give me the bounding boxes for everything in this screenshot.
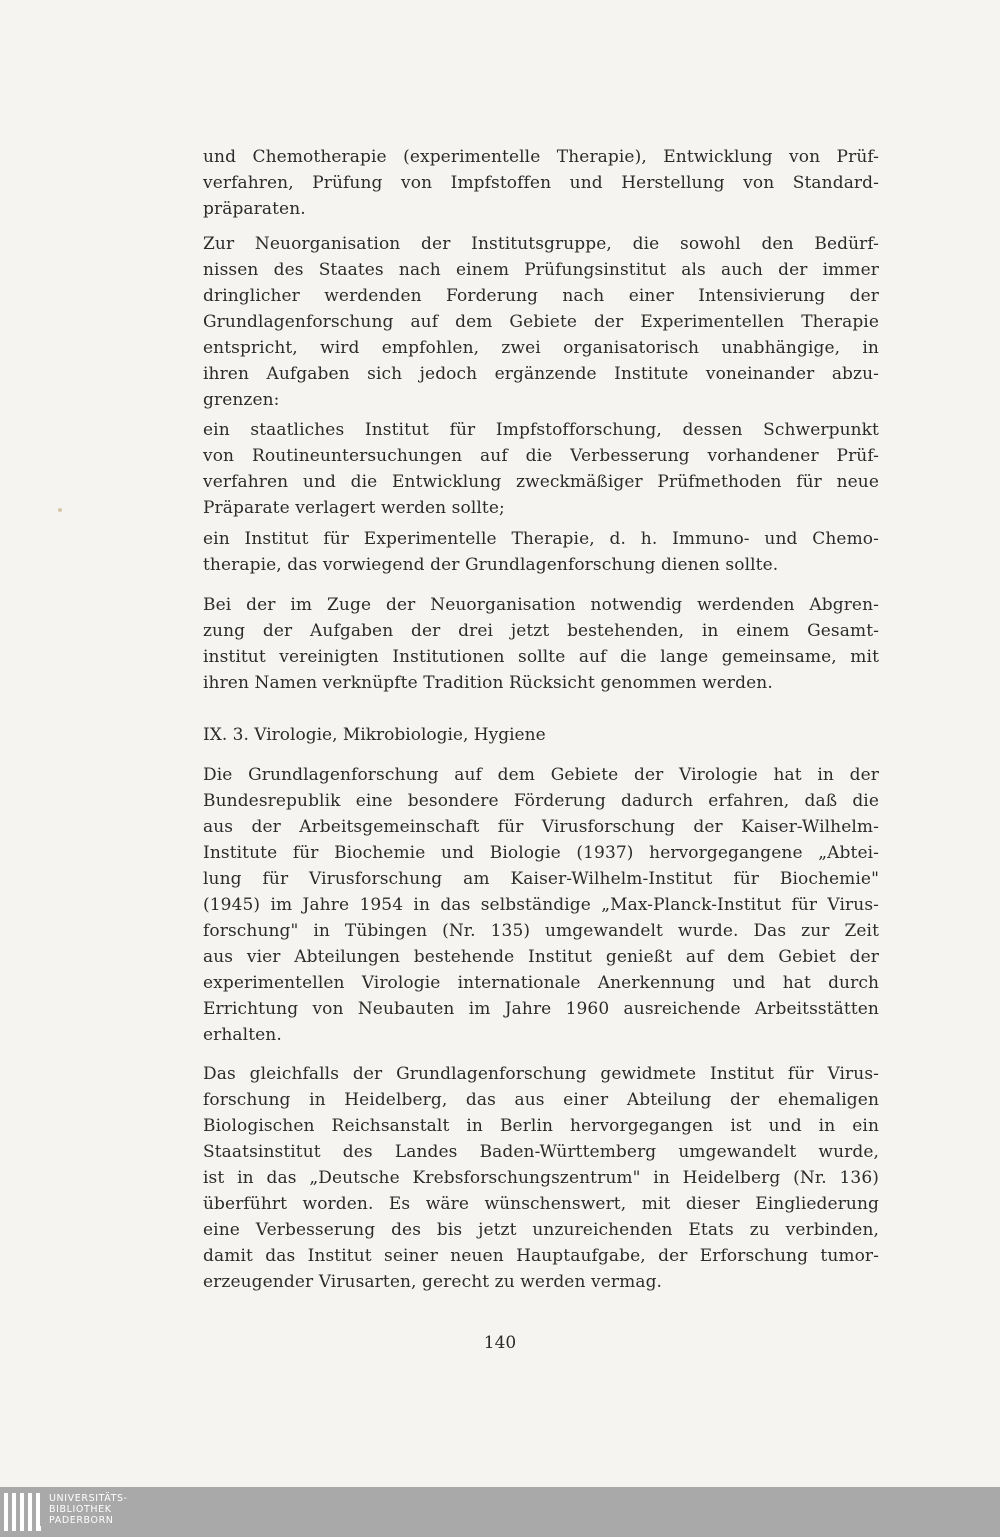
text-line: Präparate verlagert werden sollte; (203, 498, 505, 518)
logo-bars-icon (4, 1493, 40, 1531)
logo-line: PADERBORN (49, 1515, 114, 1526)
text-line: (1945) im Jahre 1954 in das selbständige „Max-Planck-Institut für Virus- (203, 895, 879, 915)
page-number: 140 (483, 1333, 517, 1353)
text-line: Errichtung von Neubauten im Jahre 1960 ausreichende Arbeitsstätten (203, 999, 879, 1019)
text-line: von Routineuntersuchungen auf die Verbesserung vorhandener Prüf- (203, 446, 879, 466)
text-line: Bundesrepublik eine besondere Förderung dadurch erfahren, daß die (203, 791, 879, 811)
paragraph-3 (203, 417, 879, 521)
text-line: Bei der im Zuge der Neuorganisation notwendig werdenden Abgren- (203, 595, 879, 615)
logo-line: BIBLIOTHEK (49, 1504, 112, 1515)
text-line: zung der Aufgaben der drei jetzt bestehenden, in einem Gesamt- (203, 621, 879, 641)
text-line: und Chemotherapie (experimentelle Therapie), Entwicklung von Prüf- (203, 147, 879, 167)
logo-text (49, 1491, 128, 1526)
text-line: Grundlagenforschung auf dem Gebiete der Experimentellen Therapie (203, 312, 879, 332)
text-line: forschung in Heidelberg, das aus einer Abteilung der ehemaligen (203, 1090, 879, 1110)
text-line: dringlicher werdenden Forderung nach einer Intensivierung der (203, 286, 879, 306)
text-line: Institute für Biochemie und Biologie (1937) hervorgegangene „Abtei- (203, 843, 879, 863)
text-line: damit das Institut seiner neuen Hauptaufgabe, der Erforschung tumor- (203, 1246, 879, 1266)
section-paragraph-2 (203, 1061, 879, 1295)
paper-speck (58, 508, 62, 512)
text-line: ihren Namen verknüpfte Tradition Rücksicht genommen werden. (203, 673, 773, 693)
paragraph-4 (203, 526, 879, 578)
text-line: überführt worden. Es wäre wünschenswert, mit dieser Eingliederung (203, 1194, 879, 1214)
text-line: Staatsinstitut des Landes Baden-Württemberg umgewandelt wurde, (203, 1142, 879, 1162)
text-line: ist in das „Deutsche Krebsforschungszentrum" in Heidelberg (Nr. 136) (203, 1168, 879, 1188)
paragraph-2 (203, 231, 879, 413)
text-line: eine Verbesserung des bis jetzt unzureichenden Etats zu verbinden, (203, 1220, 879, 1240)
paragraph-1 (203, 144, 879, 222)
text-line: aus der Arbeitsgemeinschaft für Virusforschung der Kaiser-Wilhelm- (203, 817, 879, 837)
paragraph-5 (203, 592, 879, 696)
text-line: ein Institut für Experimentelle Therapie, d. h. Immuno- und Chemo- (203, 529, 879, 549)
text-line: therapie, das vorwiegend der Grundlagenforschung dienen sollte. (203, 555, 779, 575)
section-paragraph-1 (203, 762, 879, 1048)
text-line: verfahren und die Entwicklung zweckmäßiger Prüfmethoden für neue (203, 472, 879, 492)
text-line: Biologischen Reichsanstalt in Berlin hervorgegangen ist und in ein (203, 1116, 879, 1136)
text-line: lung für Virusforschung am Kaiser-Wilhelm-Institut für Biochemie" (203, 869, 879, 889)
text-line: nissen des Staates nach einem Prüfungsinstitut als auch der immer (203, 260, 879, 280)
text-line: institut vereinigten Institutionen sollte auf die lange gemeinsame, mit (203, 647, 879, 667)
library-footer-bar (0, 1487, 1000, 1537)
text-line: erzeugender Virusarten, gerecht zu werden vermag. (203, 1272, 663, 1292)
logo-dot-icon (36, 1526, 41, 1531)
text-line: entspricht, wird empfohlen, zwei organisatorisch unabhängige, in (203, 338, 879, 358)
text-line: forschung" in Tübingen (Nr. 135) umgewandelt wurde. Das zur Zeit (203, 921, 879, 941)
text-line: grenzen: (203, 390, 280, 410)
text-line: ihren Aufgaben sich jedoch ergänzende Institute voneinander abzu- (203, 364, 879, 384)
text-line: Zur Neuorganisation der Institutsgruppe, die sowohl den Bedürf- (203, 234, 879, 254)
section-heading: IX. 3. Virologie, Mikrobiologie, Hygiene (203, 725, 546, 745)
text-line: ein staatliches Institut für Impfstofforschung, dessen Schwerpunkt (203, 420, 879, 440)
text-line: aus vier Abteilungen bestehende Institut genießt auf dem Gebiet der (203, 947, 879, 967)
text-line: verfahren, Prüfung von Impfstoffen und Herstellung von Standard- (203, 173, 879, 193)
text-line: erhalten. (203, 1025, 282, 1045)
text-line: experimentellen Virologie internationale Anerkennung und hat durch (203, 973, 879, 993)
logo-line: UNIVERSITÄTS- (49, 1493, 128, 1504)
text-line: präparaten. (203, 199, 306, 219)
text-line: Die Grundlagenforschung auf dem Gebiete der Virologie hat in der (203, 765, 879, 785)
text-line: Das gleichfalls der Grundlagenforschung gewidmete Institut für Virus- (203, 1064, 879, 1084)
library-logo (4, 1491, 128, 1533)
